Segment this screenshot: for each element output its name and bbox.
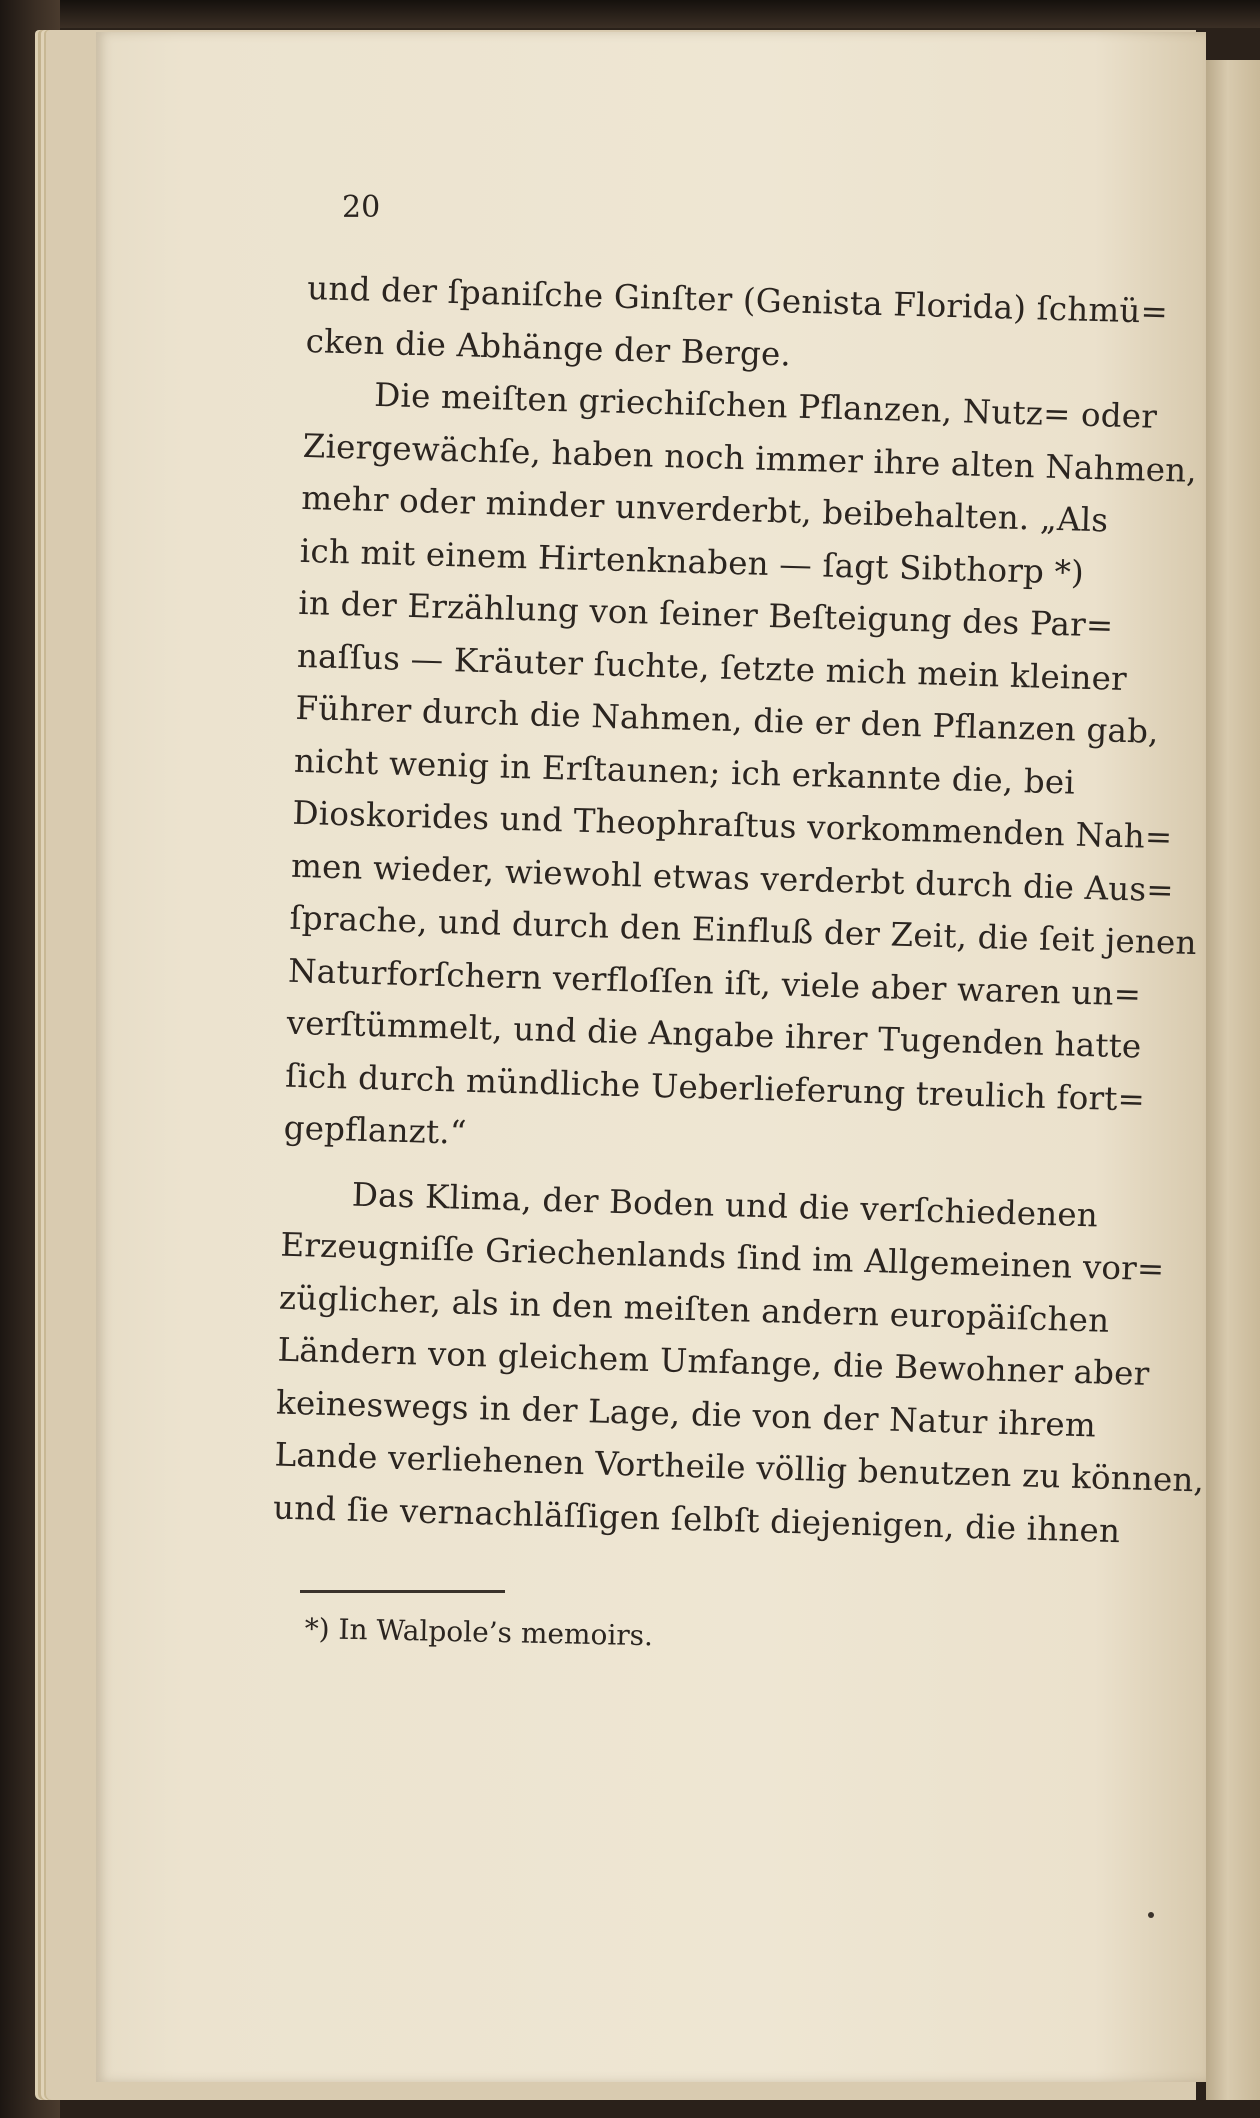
text-line: Das Klima, der Boden und die verſchiedenen [351,1175,1099,1234]
text-line: ſich durch mündliche Ueberlieferung treulich fort= [284,1056,1146,1119]
text-line: keineswegs in der Lage, die von der Natur ihrem [275,1383,1097,1444]
paragraph-2 [283,367,1198,1178]
facing-page-edge [1206,60,1260,2100]
text-line: naſſus — Kräuter ſuchte, ſetzte mich mein kleiner [296,636,1128,698]
paper-speck [1148,1912,1154,1918]
text-line: Erzeugniſſe Griechenlands ſind im Allgemeinen vor= [280,1225,1165,1289]
book-cover-top [0,0,1260,28]
text-line: Ziergewächſe, haben noch immer ihre alten Nahmen, [302,426,1198,490]
text-line: Ländern von gleichem Umfange, die Bewohner aber [277,1330,1150,1393]
text-line: Naturforſchern verfloſſen iſt, viele aber waren un= [287,951,1142,1014]
page-number: 20 [342,190,381,225]
text-line: Die meiſten griechiſchen Pflanzen, Nutz= oder [373,375,1158,436]
text-line: ich mit einem Hirtenknaben — ſagt Sibthorp *) [299,531,1085,592]
text-line: men wieder, wiewohl etwas verderbt durch die Aus= [290,846,1175,909]
text-line: Führer durch die Nahmen, die er den Pflanzen gab, [295,688,1160,751]
text-line: verſtümmelt, und die Angabe ihrer Tugenden hatte [286,1003,1142,1066]
footnote-rule [300,1590,505,1593]
text-line: nicht wenig in Erſtaunen; ich erkannte die, bei [293,741,1076,802]
paragraph-3 [272,1166,1205,1557]
text-line: und der ſpaniſche Ginſter (Genista Florida) ſchmü= [306,268,1169,332]
text-line: cken die Abhänge der Berge. [305,321,792,374]
text-line: ſprache, und durch den Einfluß der Zeit, die ſeit jenen [289,898,1198,963]
text-line: züglicher, als in den meiſten andern europäiſchen [278,1278,1110,1340]
text-line: in der Erzählung von ſeiner Beſteigung des Par= [297,583,1114,645]
text-line: mehr oder minder unverderbt, beibehalten. „Als [300,478,1109,540]
text-line: Lande verliehenen Vortheile völlig benutzen zu können, [274,1435,1205,1500]
text-line: und ſie vernachläſſigen ſelbſt diejenigen, die ihnen [272,1488,1121,1550]
body-text [272,262,1205,1557]
text-line: Dioskorides und Theophraſtus vorkommenden Nah= [292,793,1173,857]
text-line: gepflanzt.“ [283,1108,468,1152]
footnote: *) In Walpole’s memoirs. [304,1612,654,1653]
